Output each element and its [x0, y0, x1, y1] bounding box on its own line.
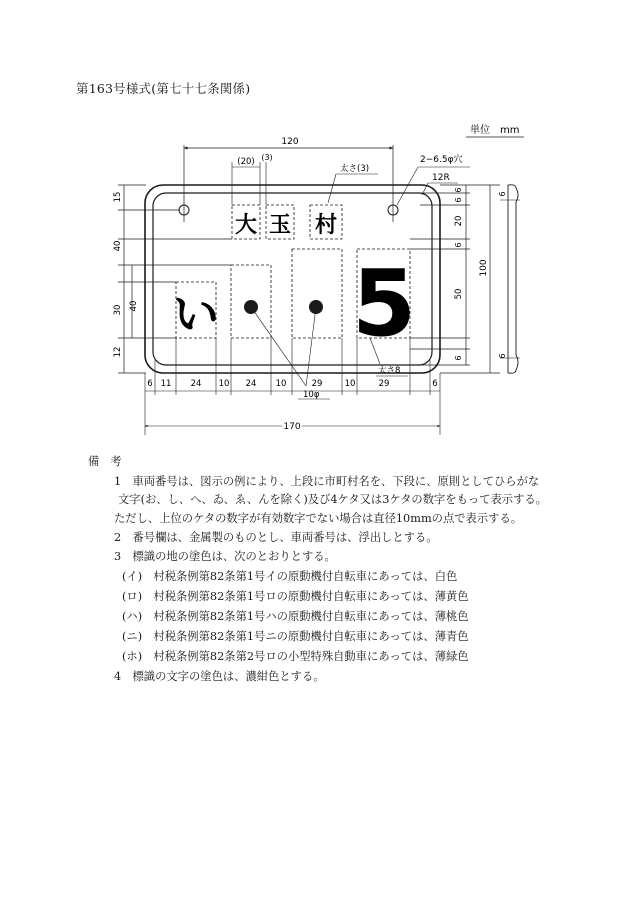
dim-bottom-4: 10: [218, 379, 230, 389]
remark-line-9: (ニ) 村税条例第82条第1号ニの原動機付自転車にあっては、薄青色: [122, 630, 469, 643]
dim-right-3: 20: [454, 215, 464, 227]
right-dimensions: [410, 185, 500, 373]
left-dimensions: [118, 185, 232, 373]
unit-label: 単位 mm: [470, 125, 520, 136]
dim-overall-width: 170: [283, 422, 301, 432]
remark-line-6: (イ) 村税条例第82条第1号イの原動機付自転車にあっては、白色: [122, 570, 458, 583]
remarks-heading: 備考: [88, 455, 133, 468]
mounting-hole-right: [388, 145, 398, 222]
corner-radius-label: 12R: [432, 173, 450, 183]
remark-line-2: 文字(お、し、へ、ゐ、ゑ、んを除く)及び4ケタ又は3ケタの数字をもって表示する。: [118, 493, 547, 506]
hiragana-char: い: [173, 287, 219, 341]
dim-right-4: 6: [454, 242, 463, 248]
dim-edge-top: 6: [498, 191, 507, 197]
remark-line-10: (ホ) 村税条例第82条第2号ロの小型特殊自動車にあっては、薄緑色: [122, 650, 469, 663]
dim-left-4: 30: [113, 304, 123, 316]
dim-bottom-2: 11: [160, 379, 172, 389]
dim-bottom-9: 29: [378, 379, 390, 389]
hole-spec-label: 2−6.5φ穴: [420, 155, 463, 165]
dim-bottom-1: 6: [147, 379, 153, 389]
dim-left-2: 40: [113, 240, 123, 252]
remark-line-8: (ハ) 村税条例第82条第1号ハの原動機付自転車にあっては、薄桃色: [122, 610, 469, 623]
mounting-hole-left: [179, 145, 189, 222]
dim-bottom-3: 24: [190, 379, 202, 389]
form-title: 第163号様式(第七十七条関係): [76, 81, 251, 96]
municipality-char-2: 玉: [268, 213, 292, 238]
dim-char-gap: (3): [261, 153, 273, 162]
stroke-note-top: 太さ(3): [340, 164, 370, 174]
dim-edge-bottom: 6: [498, 353, 507, 359]
dim-right-6: 6: [454, 355, 463, 361]
stroke-note-digit: 太さ8: [378, 366, 401, 376]
number-box-2: [292, 249, 342, 338]
dim-hole-span: 120: [281, 137, 299, 147]
municipality-name: [232, 205, 342, 239]
dim-right-5: 50: [454, 288, 464, 300]
remark-line-3: ただし、上位のケタの数字が有効数字でない場合は直径10mmの点で表示する。: [114, 512, 523, 525]
license-plate-diagram: [0, 0, 630, 450]
dim-bottom-10: 6: [432, 379, 438, 389]
dim-overall-height: 100: [479, 259, 489, 277]
remark-line-4: 2 番号欄は、金属製のものとし、車両番号は、浮出しとする。: [114, 531, 438, 544]
remark-line-7: (ロ) 村税条例第82条第1号ロの原動機付自転車にあっては、薄黄色: [122, 590, 469, 603]
dot-diameter-label: 10φ: [303, 390, 320, 400]
dim-left-5: 12: [113, 346, 123, 358]
remark-line-5: 3 標識の地の塗色は、次のとおりとする。: [114, 550, 336, 563]
dim-bottom-7: 29: [311, 379, 323, 389]
number-digit: 5: [351, 250, 417, 357]
dim-bottom-8: 10: [344, 379, 356, 389]
dim-left-1: 15: [113, 191, 123, 203]
dim-left-3: 40: [129, 300, 139, 312]
dim-right-1: 6: [454, 187, 463, 193]
dim-bottom-6: 10: [275, 379, 287, 389]
dim-char-width: (20): [237, 157, 255, 167]
remark-line-1: 1 車両番号は、図示の例により、上段に市町村名を、下段に、原則としてひらがな: [114, 475, 540, 488]
dim-right-2: 6: [454, 197, 463, 203]
dim-bottom-5: 24: [245, 379, 257, 389]
plate-edge-profile: [500, 185, 520, 373]
remark-line-11: 4 標識の文字の塗色は、濃紺色とする。: [114, 670, 325, 683]
municipality-char-1: 大: [234, 213, 258, 238]
municipality-char-3: 村: [314, 213, 338, 238]
